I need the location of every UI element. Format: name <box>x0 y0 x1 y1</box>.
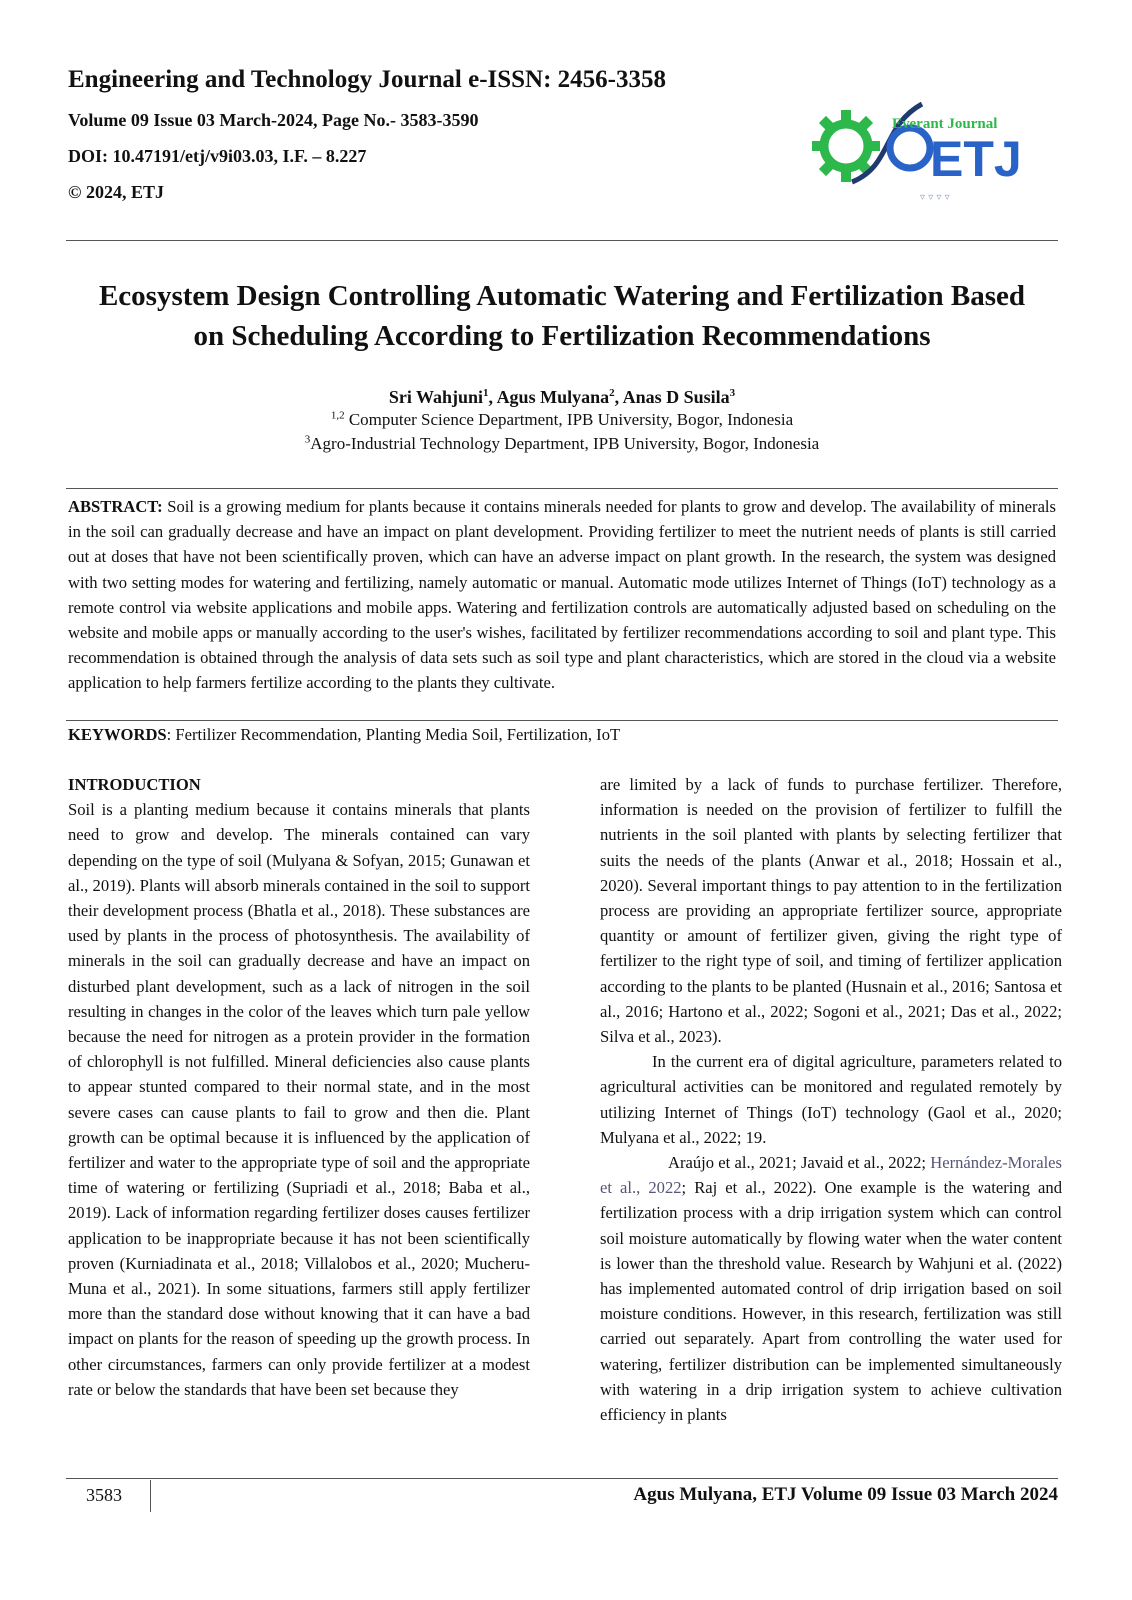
svg-text:▿ ▿ ▿ ▿: ▿ ▿ ▿ ▿ <box>920 192 950 203</box>
author-name: Sri Wahjuni <box>388 387 484 407</box>
affiliation: $^{1,2}$ Computer Science Department, IPB University, Bogor, Indonesia <box>330 409 794 429</box>
footer-divider <box>66 1478 1058 1479</box>
abstract-text: Soil is a growing medium for plants because it contains minerals needed for plants to grow and develop. The availability of minerals in the soil can gradually decrease and have an impact on plant development. Providing fertilizer to meet the nutrient needs of plants is still carried out at doses that have not been scientifically proven, which can have an adverse impact on plant growth. In the research, the system was designed with two setting modes for watering and fertilizing, namely automatic or manual. Automatic mode utilizes Internet of Things (IoT) technology as a remote control via website applications and mobile apps. Watering and fertilization controls are automatically adjusted based on scheduling on the website and mobile apps or manually according to the user's wishes, facilitated by fertilizer recommendations according to soil and plant type. This recommendation is obtained through the analysis of data sets such as soil type and plant characteristics, which are stored in the cloud via a website application to help farmers fertilize according to the plants they cultivate. <box>68 497 1056 693</box>
intro-right-paragraph-1: are limited by a lack of funds to purchase fertilizer. Therefore, information is needed on the provision of fertilizer to fulfill the nutrients in the soil planted with plants by selecting fertilizer that suits the needs of the plants (Anwar et al., 2018; Hossain et al., 2020). Several important things to pay attention to in the fertilization process are providing an appropriate fertilizer source, appropriate quantity or amount of fertilizer given, giving the right type of fertilizer to the right type of soil, and timing of fertilizer application according to the plants to be planted (Husnain et al., 2016; Santosa et al., 2016; Hartono et al., 2022; Sogoni et al., 2021; Das et al., 2022; Silva et al., 2023). <box>600 775 1062 1047</box>
keywords-label: KEYWORDS <box>68 725 167 744</box>
logo-big-text: ETJ <box>930 131 1022 187</box>
abstract-bottom-divider <box>66 720 1058 721</box>
doi-line: DOI: 10.47191/etj/v9i03.03, I.F. – 8.227 <box>68 146 367 166</box>
abstract <box>68 494 1056 696</box>
keywords-text: : Fertilizer Recommendation, Planting Media Soil, Fertilization, IoT <box>166 725 621 744</box>
logo-small-text: Everant Journal <box>892 116 998 132</box>
journal-header <box>68 64 828 216</box>
abstract-top-divider <box>66 488 1058 489</box>
body-column-left <box>68 772 530 1402</box>
running-footer: Agus Mulyana, ETJ Volume 09 Issue 03 March 2024 <box>633 1484 1058 1505</box>
paper-title <box>66 276 1058 356</box>
paper-title-line2: on Scheduling According to Fertilization Recommendations <box>193 320 931 352</box>
section-heading: INTRODUCTION <box>68 775 201 794</box>
journal-title: Engineering and Technology Journal e-ISSN: 2456-3358 <box>68 66 667 93</box>
copyright-line: © 2024, ETJ <box>68 182 164 202</box>
volume-line: Volume 09 Issue 03 March-2024, Page No.- 3583-3590 <box>68 110 479 130</box>
author-name: Anas D Susila <box>622 387 730 407</box>
footer-separator <box>150 1480 151 1512</box>
author-sup: 3 <box>729 387 736 399</box>
etj-logo <box>812 96 1032 206</box>
author-sup: 1 <box>483 387 489 399</box>
body-column-right <box>600 772 1062 1427</box>
keywords <box>68 723 1056 747</box>
header-divider <box>66 240 1058 241</box>
intro-right-paragraph-2: In the current era of digital agriculture, parameters related to agricultural activities can be monitored and regulated remotely by utilizing Internet of Things (IoT) technology (Gaol et al., 2020; Mulyana et al., 2022; 19. Araújo et al., 2021; Javaid et al., 2022; Hernández-Morales et al., 2022; Raj et al., 2022). One example is the watering and fertilization process with a drip irrigation system which can control soil moisture automatically by flowing water when the water content is lower than the threshold value. Research by Wahjuni et al. (2022) has implemented automated control of drip irrigation based on soil moisture conditions. However, in this research, fertilization was still carried out separately. Apart from controlling the water used for watering, fertilizer distribution can be implemented simultaneously with watering in a drip irrigation system to achieve cultivation efficiency in plants <box>600 1052 1063 1425</box>
intro-left-text: Soil is a planting medium because it contains minerals that plants need to grow and develop. The minerals contained can vary depending on the type of soil (Mulyana & Sofyan, 2015; Gunawan et al., 2019). Plants will absorb minerals contained in the soil to support their development process (Bhatla et al., 2018). These substances are used by plants in the process of photosynthesis. The availability of minerals in the soil can gradually decrease and have an impact on disturbed plant development, such as a lack of nitrogen in the soil resulting in changes in the color of the leaves which turn pale yellow because the need for nitrogen as a protein provider in the formation of chlorophyll is not fulfilled. Mineral deficiencies also cause plants to appear stunted compared to their normal state, and in the most severe cases can cause plants to fail to grow and then die. Plant growth can be optimal because it is influenced by the application of fertilizer and water to the appropriate type of soil and the appropriate time of watering or fertilizing (Supriadi et al., 2018; Baba et al., 2019). Lack of information regarding fertilizer doses causes fertilizer application to be inappropriate because it has not been scientifically proven (Kurniadinata et al., 2018; Villalobos et al., 2020; Mucheru-Muna et al., 2021). In some situations, farmers still apply fertilizer more than the standard dose without knowing that it can have a bad impact on plants for the reason of speeding up the growth process. In other circumstances, farmers can only provide fertilizer at a modest rate or below the standards that have been set because they <box>68 800 530 1399</box>
author-sup: 2 <box>609 387 615 399</box>
author-name: Agus Mulyana <box>496 387 610 407</box>
affiliation: $^3$Agro-Industrial Technology Department, IPB University, Bogor, Indonesia <box>304 433 820 453</box>
abstract-label: ABSTRACT: <box>68 497 163 516</box>
author-list: Sri Wahjuni$^1$, Agus Mulyana$^2$, Anas D Susila$^3$ <box>388 387 736 407</box>
page-number: 3583 <box>86 1485 122 1505</box>
paper-title-line1: Ecosystem Design Controlling Automatic Watering and Fertilization Based <box>98 280 1026 312</box>
